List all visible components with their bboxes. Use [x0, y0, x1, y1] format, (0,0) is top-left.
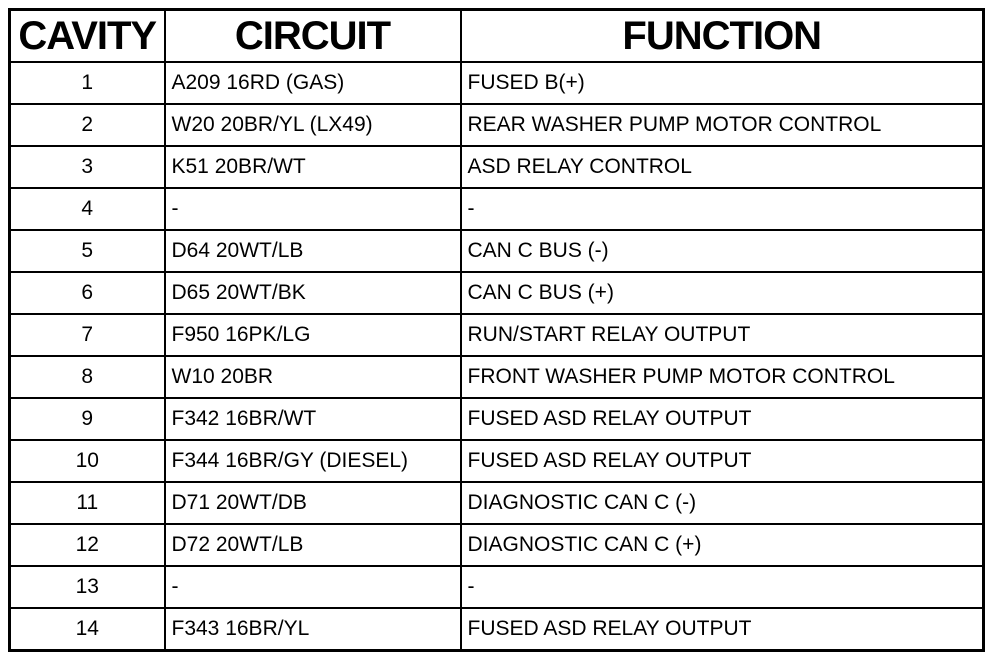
function-cell: RUN/START RELAY OUTPUT: [461, 314, 984, 356]
cavity-cell: 7: [10, 314, 165, 356]
circuit-cell: D71 20WT/DB: [165, 482, 461, 524]
pinout-table: [8, 8, 985, 652]
table-row: [10, 356, 984, 398]
cavity-cell: 9: [10, 398, 165, 440]
circuit-cell: F343 16BR/YL: [165, 608, 461, 651]
function-cell: -: [461, 188, 984, 230]
table-row: [10, 482, 984, 524]
function-cell: ASD RELAY CONTROL: [461, 146, 984, 188]
header-row: [10, 10, 984, 63]
circuit-cell: F342 16BR/WT: [165, 398, 461, 440]
function-cell: FRONT WASHER PUMP MOTOR CONTROL: [461, 356, 984, 398]
cavity-cell: 2: [10, 104, 165, 146]
circuit-cell: -: [165, 566, 461, 608]
circuit-cell: K51 20BR/WT: [165, 146, 461, 188]
function-cell: REAR WASHER PUMP MOTOR CONTROL: [461, 104, 984, 146]
circuit-cell: W20 20BR/YL (LX49): [165, 104, 461, 146]
cavity-cell: 14: [10, 608, 165, 651]
circuit-cell: F344 16BR/GY (DIESEL): [165, 440, 461, 482]
header-cavity: CAVITY: [10, 10, 165, 63]
table-row: [10, 272, 984, 314]
function-cell: CAN C BUS (+): [461, 272, 984, 314]
header-function: FUNCTION: [461, 10, 984, 63]
circuit-cell: D64 20WT/LB: [165, 230, 461, 272]
table-body: [10, 62, 984, 651]
table-row: [10, 566, 984, 608]
table-row: [10, 398, 984, 440]
circuit-cell: F950 16PK/LG: [165, 314, 461, 356]
connector-pinout: [8, 8, 985, 652]
cavity-cell: 12: [10, 524, 165, 566]
function-cell: FUSED ASD RELAY OUTPUT: [461, 608, 984, 651]
cavity-cell: 3: [10, 146, 165, 188]
function-cell: FUSED B(+): [461, 62, 984, 104]
table-row: [10, 230, 984, 272]
function-cell: CAN C BUS (-): [461, 230, 984, 272]
cavity-cell: 8: [10, 356, 165, 398]
header-circuit: CIRCUIT: [165, 10, 461, 63]
table-row: [10, 104, 984, 146]
table-header: [10, 10, 984, 63]
table-row: [10, 314, 984, 356]
function-cell: FUSED ASD RELAY OUTPUT: [461, 440, 984, 482]
table-row: [10, 608, 984, 651]
table-row: [10, 440, 984, 482]
table-row: [10, 62, 984, 104]
cavity-cell: 13: [10, 566, 165, 608]
cavity-cell: 6: [10, 272, 165, 314]
cavity-cell: 11: [10, 482, 165, 524]
function-cell: DIAGNOSTIC CAN C (+): [461, 524, 984, 566]
cavity-cell: 1: [10, 62, 165, 104]
table-row: [10, 146, 984, 188]
table-row: [10, 524, 984, 566]
cavity-cell: 5: [10, 230, 165, 272]
circuit-cell: D65 20WT/BK: [165, 272, 461, 314]
circuit-cell: D72 20WT/LB: [165, 524, 461, 566]
circuit-cell: -: [165, 188, 461, 230]
cavity-cell: 4: [10, 188, 165, 230]
function-cell: FUSED ASD RELAY OUTPUT: [461, 398, 984, 440]
cavity-cell: 10: [10, 440, 165, 482]
circuit-cell: A209 16RD (GAS): [165, 62, 461, 104]
function-cell: -: [461, 566, 984, 608]
table-row: [10, 188, 984, 230]
function-cell: DIAGNOSTIC CAN C (-): [461, 482, 984, 524]
circuit-cell: W10 20BR: [165, 356, 461, 398]
